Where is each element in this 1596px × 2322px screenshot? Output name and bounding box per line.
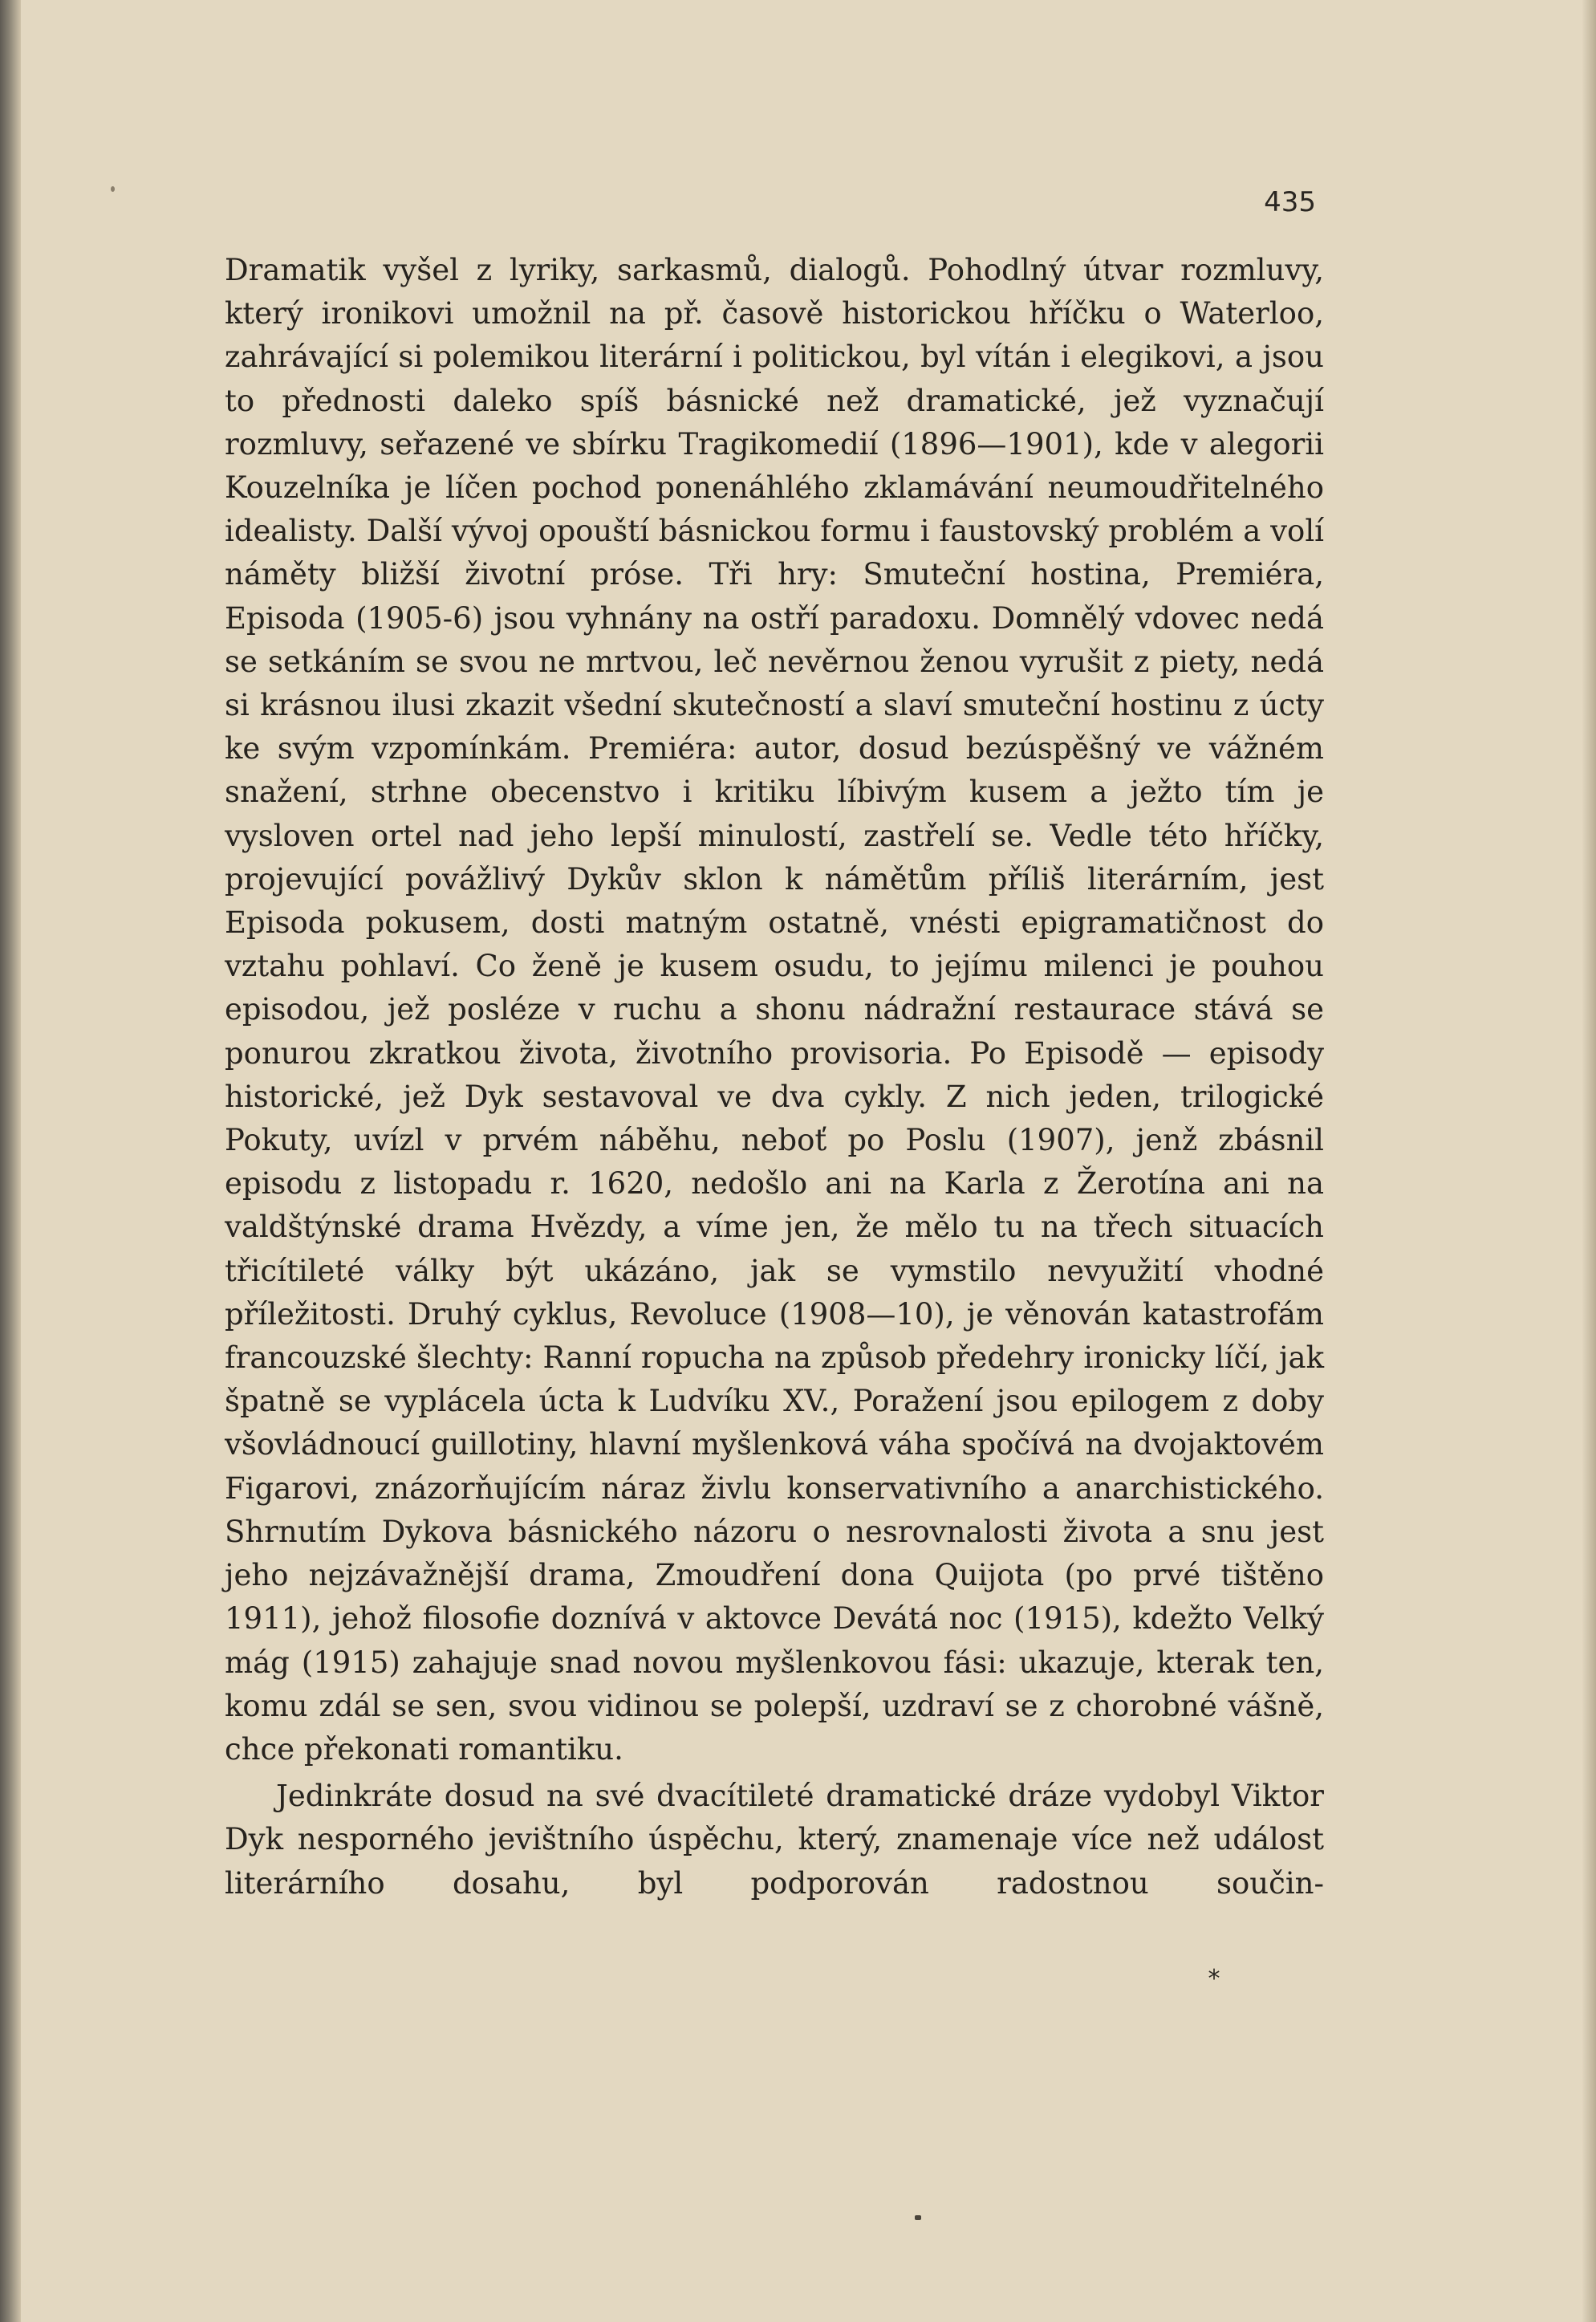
signature-mark: * bbox=[1208, 1965, 1220, 1993]
ink-dot bbox=[915, 2215, 921, 2220]
body-text bbox=[225, 249, 1324, 1905]
paragraph: Dramatik vyšel z lyriky, sarkasmů, dialogů. Pohodlný útvar rozmluvy, který ironikovi umožnil na př. časově historickou hříčku o Waterloo, zahrávající si polemikou literární i politickou, byl vítán i elegikovi, a jsou to přednosti daleko spíš básnické než dramatické, jež vyznačují rozmluvy, seřazené ve sbírku Tragikomedií (1896—1901), kde v alegorii Kouzelníka je líčen pochod ponenáhlého zklamávání neumoudřitelného idealisty. Další vývoj opouští básnickou formu i faustovský problém a volí náměty bližší životní próse. Tři hry: Smuteční hostina, Premiéra, Episoda (1905-6) jsou vyhnány na ostří paradoxu. Domnělý vdovec nedá se setkáním se svou ne mrtvou, leč nevěrnou ženou vyrušit z piety, nedá si krásnou ilusi zkazit všední skutečností a slaví smuteční hostinu z úcty ke svým vzpomínkám. Premiéra: autor, dosud bezúspěšný ve vážném snažení, strhne obecenstvo i kritiku líbivým kusem a ježto tím je vysloven ortel nad jeho lepší minulostí, zastřelí se. Vedle této hříčky, projevující povážlivý Dykův sklon k námětům příliš literárním, jest Episoda pokusem, dosti matným ostatně, vnésti epigramatičnost do vztahu pohlaví. Co ženě je kusem osudu, to jejímu milenci je pouhou episodou, jež posléze v ruchu a shonu nádražní restaurace stává se ponurou zkratkou života, životního provisoria. Po Episodě — episody historické, jež Dyk sestavoval ve dva cykly. Z nich jeden, trilogické Pokuty, uvízl v prvém náběhu, neboť po Poslu (1907), jenž zbásnil episodu z listopadu r. 1620, nedošlo ani na Karla z Žerotína ani na valdštýnské drama Hvězdy, a víme jen, že mělo tu na třech situacích třicítileté války být ukázáno, jak se vymstilo nevyužití vhodné příležitosti. Druhý cyklus, Revoluce (1908—10), je věnován katastrofám francouzské šlechty: Ranní ropucha na způsob předehry ironicky líčí, jak špatně se vyplácela úcta k Ludvíku XV., Poražení jsou epilogem z doby všovládnoucí guillotiny, hlavní myšlenková váha spočívá na dvojaktovém Figarovi, znázorňujícím náraz živlu konservativního a anarchistického. Shrnutím Dykova básnického názoru o nesrovnalosti života a snu jest jeho nejzávažnější drama, Zmoudření dona Quijota (po prvé tištěno 1911), jehož filosofie doznívá v aktovce Devátá noc (1915), kdežto Velký mág (1915) zahajuje snad novou myšlenkovou fási: ukazuje, kterak ten, komu zdál se sen, svou vidinou se polepší, uzdraví se z chorobné vášně, chce překonati romantiku. bbox=[225, 253, 1324, 1767]
page-number: 435 bbox=[1264, 186, 1316, 218]
paragraph: Jedinkráte dosud na své dvacítileté dramatické dráze vydobyl Viktor Dyk nesporného jevištního úspěchu, který, znamenaje více než událost literárního dosahu, byl podporován radostnou součin- bbox=[225, 1779, 1324, 1901]
page-edge bbox=[1582, 0, 1596, 2322]
paper-speck bbox=[111, 186, 115, 192]
binding-shadow bbox=[0, 0, 21, 2322]
